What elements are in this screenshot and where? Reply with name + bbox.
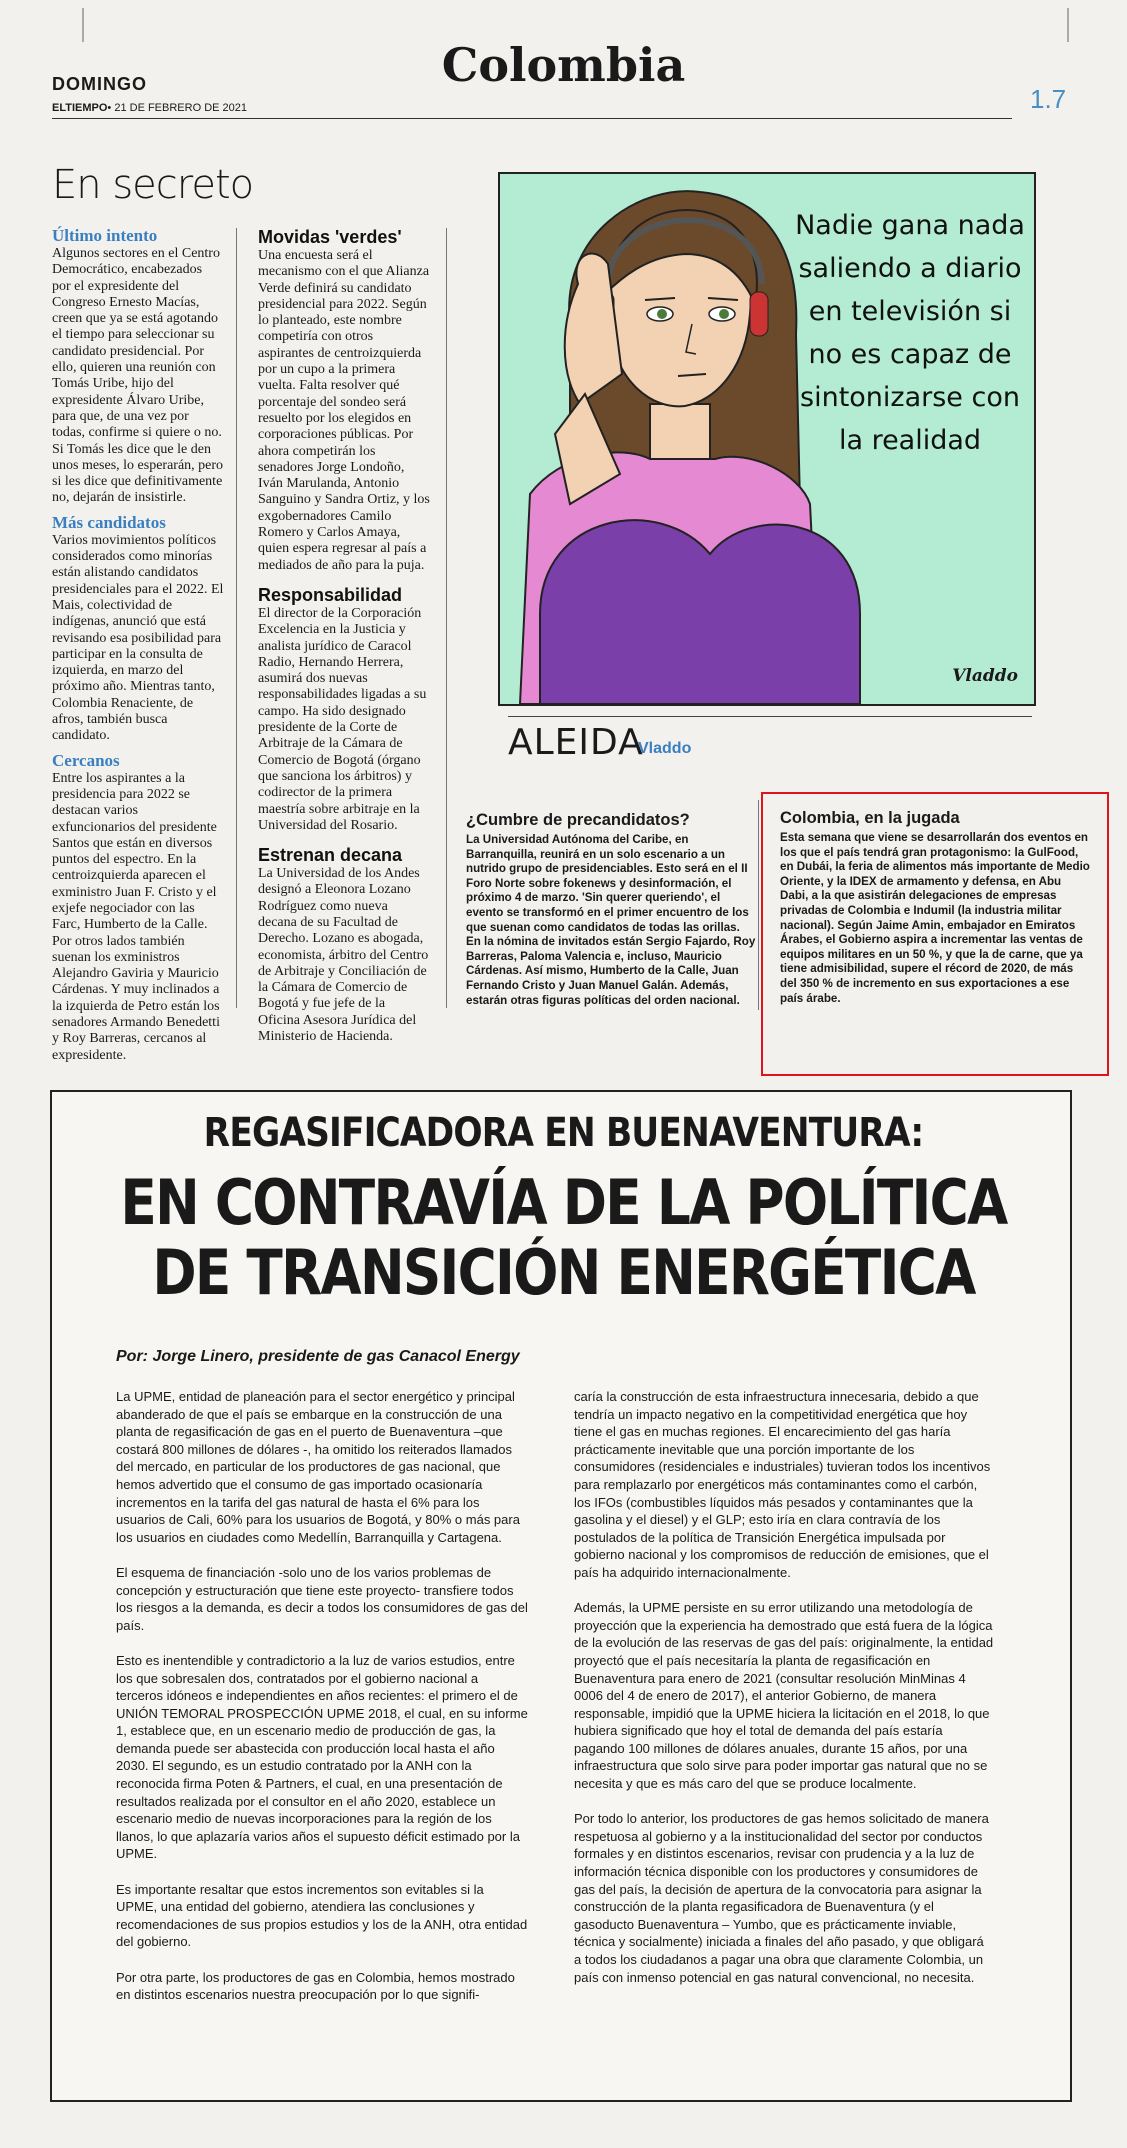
column-rule [446, 228, 447, 1008]
news-precandidatos [466, 810, 756, 1008]
column-rule [758, 800, 759, 1010]
page-number: 1.7 [1030, 84, 1067, 114]
item-body: Una encuesta será el mecanismo con el que Alianza Verde definirá su candidato presidencial para 2022. Según lo planteado, este nombre competiría con otros aspirantes de centroizquierda por un cupo a la primera vuelta. Falta resolver qué porcentaje del sondeo será resuelto por los elegidos en corporaciones públicas. Por ahora competirán los senadores Jorge Londoño, Iván Marulanda, Antonio Sanguino y Sandra Ortiz, y los exgobernadores Camilo Romero y Carlos Amaya, quien espera regresar al país a mediados de año para la puja. [258, 248, 430, 573]
news-jugada [780, 808, 1090, 1006]
secret-column-1 [52, 226, 224, 1064]
paper-name: ELTIEMPO [52, 102, 108, 114]
ad-paragraph: Además, la UPME persiste en su error utilizando una metodología de proyección que la experiencia ha demostrado que está fuera de la lógica de la evolución de las reservas de gas del país: originalmente, la entidad proyectó que el país necesitaría la planta de regasificación en Buenaventura para enero de 2021 (consultar resolución MinMinas 4 0006 del 4 de enero de 2017), el anterior Gobierno, de manera responsable, impidió que la UPME hiciera la licitación en el 2018, lo que hubiera significado que hoy el total de demanda del país estaría pagando 100 millones de dólares anuales, durante 15 años, por una infraestructura que solo sirve para poder importar gas natural que no se necesita y que es más caro del que se produce localmente. [574, 1600, 994, 1792]
news-head: Colombia, en la jugada [780, 809, 960, 827]
column-rule [236, 228, 237, 1008]
cartoon [498, 172, 1036, 706]
ad-paragraph: caría la construcción de esta infraestructura innecesaria, debido a que tendría un impacto negativo en la competitividad energética que hoy tiene el gas en muchas regiones. El encarecimiento del gas haría prácticamente inevitable que una porción importante de los consumidores (residenciales e industriales) tuvieran todos los incentivos para remplazarlo por energéticos más contaminantes como el carbón, los IFOs (combustibles líquidos más pesados y contaminantes que la gasolina y el diesel) y el GLP; esto iría en clara contravía de los postulados de la política de Transición Energética impulsada por gobierno nacional y los compromisos de reducción de emisiones, que el país ha adquirido internacionalmente. [574, 1389, 991, 1580]
cartoon-caption: Nadie gana nada saliendo a diario en televisión si no es capaz de sintonizarse con la realidad [795, 210, 1025, 456]
item-body: El director de la Corporación Excelencia en la Justicia y analista jurídico de Caracol Radio, Hernando Herrera, asumirá dos nuevas responsabilidades ligadas a su campo. Ha sido designado presidente de la Corte de Arbitraje de la Cámara de Comercio de Bogotá (órgano que sanciona los árbitros) y codirector de la primera maestría sobre arbitraje en la Universidad del Rosario. [258, 605, 427, 833]
ad-paragraph: La UPME, entidad de planeación para el sector energético y principal abanderado de que el país se embarque en la construcción de una planta de regasificación de gas en el puerto de Buenaventura –que costará 800 millones de dólares -, ha omitido los reiterados llamados del mercado, en particular de los productores de gas nacional, que hemos advertido que el consumo de gas importado ocasionaría incrementos en la tarifa del gas natural de hasta el 6% para los usuarios de Cali, 60% para los usuarios de Bogotá, y 80% o más para los usuarios en ciudades como Medellín, Barranquilla y Cartagena. [116, 1389, 520, 1545]
column-title: En secreto [52, 162, 254, 208]
item-body: La Universidad de los Andes designó a Eleonora Lozano Rodríguez como nueva decana de su Facultad de Derecho. Lozano es abogada, economista, árbitro del Centro de Arbitraje y Conciliación de la Cámara de Comercio de Bogotá y fue jefe de la Oficina Asesora Jurídica del Ministerio de Hacienda. [258, 866, 429, 1045]
item-head: Último intento [52, 226, 158, 245]
item-body: Algunos sectores en el Centro Democrático, encabezados por el expresidente del Congreso Ernesto Macías, creen que ya se está agotando el tiempo para seleccionar su candidato presidencial. Por ello, quieren una reunión con Tomás Uribe, hijo del expresidente Álvaro Uribe, para que, de una vez por todas, confirme si quiere o no. Si Tomás les dice que le den unos meses, lo esperarán, pero si les dice que definitivamente no, dejarán de insistirle. [52, 246, 224, 506]
item-head: Movidas 'verdes' [258, 227, 402, 247]
strip-name: ALEIDA [508, 722, 644, 763]
item-head: Cercanos [52, 750, 120, 770]
ad-column-left [116, 1388, 528, 2021]
news-body: Esta semana que viene se desarrollarán dos eventos en los que el país tendrá gran protagonismo: la GulFood, en Dubái, la feria de alimentos más importante de Medio Oriente, y la IDEX de armamento y defensa, en Abu Dabi, a la que asistirán delegaciones de empresas privadas de Colombia e Indumil (la industria militar nacional). Según Jaime Amin, embajador en Emiratos Árabes, el Gobierno aspira a incrementar las ventas de equipos militares en un 50 %, y que la de carne, que ya tiene admisibilidad, supere el récord de 2020, de más del 350 % de incremento en sus exportaciones a ese país árabe. [780, 831, 1090, 1005]
section-title: Colombia [441, 38, 686, 92]
ad-headline-line-1: EN CONTRAVÍA DE LA POLÍTICA [120, 1166, 1007, 1239]
item-body: Varios movimientos políticos considerados como minorías están alistando candidatos presidenciales para el 2022. El Mais, colectividad de indígenas, anunció que está revisando esa posibilidad para participar en la consulta de izquierda, en marzo del próximo año. Mientras tanto, Colombia Renaciente, de afros, también busca candidato. [52, 532, 224, 744]
ad-headline-line-2: DE TRANSICIÓN ENERGÉTICA [152, 1236, 975, 1309]
item-head: Responsabilidad [258, 584, 403, 605]
ad-column-right [574, 1388, 994, 2004]
day-label: DOMINGO [52, 74, 147, 94]
dateline [52, 102, 247, 114]
date: • 21 DE FEBRERO DE 2021 [107, 102, 247, 114]
ad-paragraph: Por todo lo anterior, los productores de gas hemos solicitado de manera respetuosa al gobierno y a la institucionalidad del sector por conductos formales y en distintos escenarios, revisar con prudencia y a la luz de información técnica disponible con los productores y consumidores de gas del país, la decisión de apertura de la convocatoria para asignar la construcción de la planta regasificadora de Buenaventura (y el gasoducto Buenaventura – Yumbo, que es prácticamente inviable, técnica y socialmente) iniciada a finales del año pasado, y que obligará a todos los ciudadanos a pagar una obra que claramente Colombia, un país con inmenso potencial en gas natural convencional, no necesita. [574, 1811, 989, 1985]
crop-mark [82, 8, 84, 42]
header-rule [52, 118, 1012, 119]
ad-paragraph: El esquema de financiación -solo uno de los varios problemas de concepción y estructuración que tiene este proyecto- transfiere todos los riesgos a la demanda, es decir a todos los consumidores de gas del país. [116, 1564, 528, 1633]
strip-author: Vladdo [638, 740, 692, 757]
strip-rule [508, 716, 1032, 717]
crop-mark [1067, 8, 1069, 42]
news-head: ¿Cumbre de precandidatos? [466, 811, 690, 829]
item-head: Más candidatos [52, 512, 166, 532]
ad-paragraph: Por otra parte, los productores de gas en Colombia, hemos mostrado en distintos escenarios nuestra preocupación por lo que signifi- [116, 1969, 515, 2003]
news-body: La Universidad Autónoma del Caribe, en Barranquilla, reunirá en un solo escenario a un nutrido grupo de presidenciables. Esto será en el II Foro Norte sobre fokenews y desinformación, el próximo 4 de marzo. 'Sin querer queriendo', el evento se transformó en el primer encuentro de los que suenan como candidatos de todas las orillas. En la nómina de invitados están Sergio Fajardo, Roy Barreras, Paloma Valencia e, incluso, Mauricio Cárdenas. Así mismo, Humberto de la Calle, Juan Fernando Cristo y Juan Manuel Galán. Además, estarán otras figuras políticas del orden nacional. [466, 833, 756, 1007]
ad-paragraph: Es importante resaltar que estos incrementos son evitables si la UPME, una entidad del gobierno, atendiera las conclusiones y recomendaciones de sus propios estudios y los de la ANH, otra entidad del gobierno. [116, 1881, 528, 1950]
ad-kicker: REGASIFICADORA EN BUENAVENTURA: [203, 1110, 924, 1156]
ad-byline: Por: Jorge Linero, presidente de gas Canacol Energy [116, 1348, 520, 1365]
item-body: Entre los aspirantes a la presidencia para 2022 se destacan varios exfuncionarios del presidente Santos que están en diversos puntos del espectro. En la centroizquierda aparecen el exministro Juan F. Cristo y el exjefe negociador con las Farc, Humberto de la Calle. Por otros lados también suenan los exministros Alejandro Gaviria y Mauricio Cárdenas. Y muy inclinados a la izquierda de Petro están los senadores Armando Benedetti y Roy Barreras, cercanos al expresidente. [52, 770, 220, 1063]
item-head: Estrenan decana [258, 845, 403, 866]
cartoon-signature: Vladdo [952, 666, 1018, 686]
ad-paragraph: Esto es inentendible y contradictorio a la luz de varios estudios, entre los que sobresalen dos, contratados por el gobierno nacional a terceros idóneos e independientes en años recientes: el primero el de UNIÓN TEMORAL PROSPECCIÓN UPME 2018, el cual, en su informe 1, establece que, en un escenario medio de producción de gas, la demanda puede ser abastecida con producción local hasta el año 2030. El segundo, es un estudio contratado por la ANH con la reconocida firma Poten & Partners, el cual, en una presentación de resultados realizada por el consultor en el año 2020, establece un escenario medio de nuevas incorporaciones para la región de los llanos, lo que aplazaría varios años el supuesto déficit estimado por la UPME. [116, 1652, 528, 1862]
secret-column-2 [258, 226, 430, 1045]
